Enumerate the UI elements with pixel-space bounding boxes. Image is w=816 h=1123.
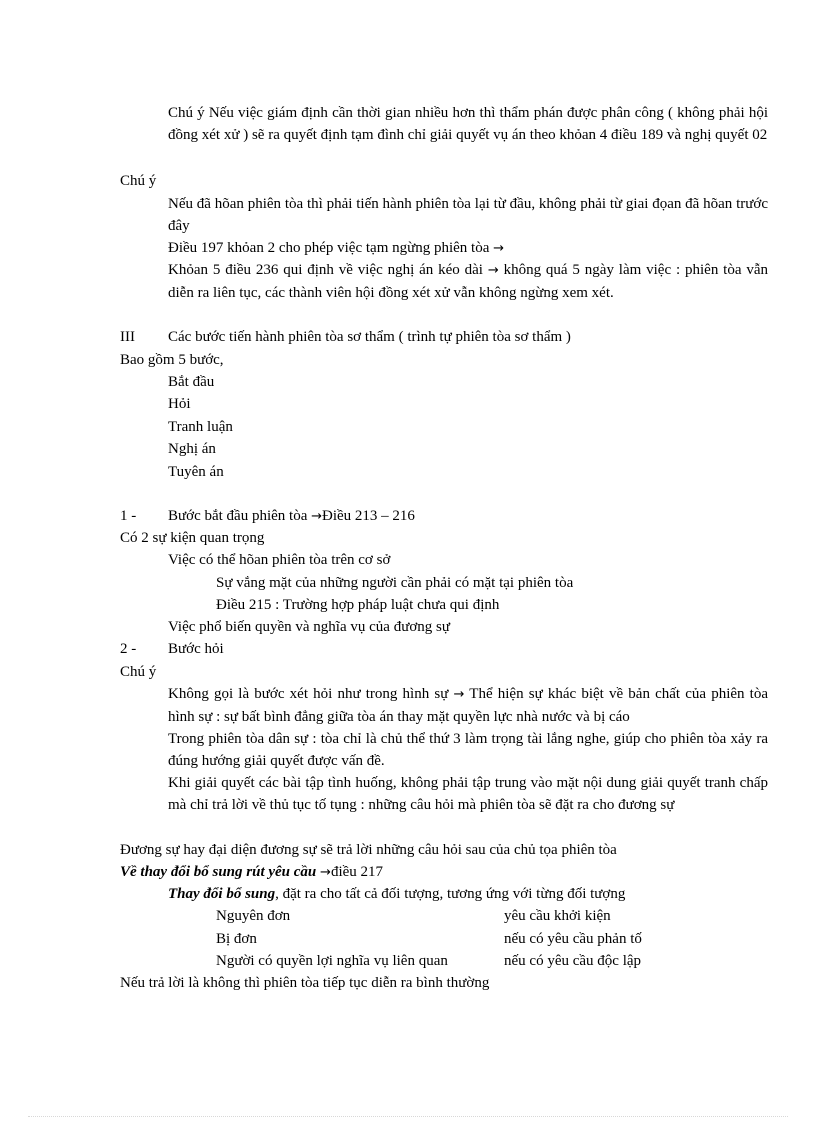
note3-paragraph-2: Trong phiên tòa dân sự : tòa chỉ là chủ thể thứ 3 làm trọng tài lắng nghe, giúp cho phiên tòa xảy ra đúng hướng giải quyết được vấn đề. <box>168 731 768 770</box>
party-name: Bị đơn <box>216 931 257 947</box>
change-ref: điều 217 <box>330 864 384 880</box>
step-1-ref: Điều 213 – 216 <box>322 508 415 524</box>
party-request: yêu cầu khởi kiện <box>504 908 611 924</box>
note2-line-1: Nếu đã hõan phiên tòa thì phải tiến hành phiên tòa lại từ đầu, không phải từ giai đọan đã hõan trước đây <box>168 196 768 235</box>
step-item: Bắt đầu <box>168 374 215 390</box>
right-arrow-icon: → <box>320 865 331 880</box>
note3-paragraph-3: Khi giải quyết các bài tập tình huống, không phải tập trung vào mặt nội dung giải quyết tranh chấp mà chỉ trả lời về thủ tục tố tụng : những câu hỏi mà phiên tòa sẽ đặt ra cho đương sự <box>168 775 768 814</box>
section-3-title: Các bước tiến hành phiên tòa sơ thẩm ( trình tự phiên tòa sơ thẩm ) <box>168 329 571 345</box>
step-1-heading <box>168 505 415 528</box>
right-arrow-icon: → <box>487 263 499 278</box>
change-sub-rest: , đặt ra cho tất cả đối tượng, tương ứng với từng đối tượng <box>275 886 626 902</box>
events-intro: Có 2 sự kiện quan trọng <box>120 530 265 546</box>
page-bottom-rule <box>28 1116 788 1117</box>
note-label-2: Chú ý <box>120 173 157 189</box>
change-sub-bold: Thay đổi bổ sung <box>168 886 276 902</box>
party-request: nếu có yêu cầu độc lập <box>504 953 642 969</box>
step-item: Tuyên án <box>168 464 224 480</box>
step-1-number: 1 - <box>120 508 137 524</box>
answer-line: Đương sự hay đại diện đương sự sẽ trả lời những câu hỏi sau của chủ tọa phiên tòa <box>120 842 617 858</box>
note2-line-2 <box>168 237 504 260</box>
steps-intro: Bao gồm 5 bước, <box>120 352 224 368</box>
step-item: Nghị án <box>168 441 216 457</box>
note3-p1-a: Không gọi là bước xét hỏi như trong hình sự <box>168 686 449 702</box>
note2-line-3-text: Khỏan 5 điều 236 qui định về việc nghị án kéo dài <box>168 262 483 278</box>
party-request: nếu có yêu cầu phản tố <box>504 931 642 947</box>
party-name: Nguyên đơn <box>216 908 291 924</box>
event-1: Việc có thể hõan phiên tòa trên cơ sở <box>168 552 391 568</box>
right-arrow-icon: → <box>453 687 465 702</box>
step-2-number: 2 - <box>120 641 137 657</box>
step-1-title: Bước bắt đầu phiên tòa <box>168 508 308 524</box>
note2-line-3-cont: không quá 5 ngày làm việc : phiên tòa vẫn diễn ra liên tục, các thành viên hội đồng xét xử vẫn không ngừng xem xét. <box>168 262 768 302</box>
right-arrow-icon: → <box>493 241 505 256</box>
note3-p1-b: Thể hiện sự khác biệt về bản chất của phiên tòa hình sự : sự bất bình đẳng giữa tòa án thay mặt quyền lực nhà nước và bị cáo <box>168 686 769 726</box>
note2-line-2-text: Điều 197 khỏan 2 cho phép việc tạm ngừng phiên tòa <box>168 240 490 256</box>
note-label-3: Chú ý <box>120 664 157 680</box>
section-3-number: III <box>120 329 135 345</box>
note3-paragraph-1 <box>168 683 768 729</box>
party-name: Người có quyền lợi nghĩa vụ liên quan <box>216 953 448 969</box>
step-item: Tranh luận <box>168 419 233 435</box>
event-2: Việc phổ biến quyền và nghĩa vụ của đương sự <box>168 619 450 635</box>
note-paragraph-1: Chú ý Nếu việc giám định cần thời gian nhiều hơn thì thẩm phán được phân công ( không phải hội đồng xét xử ) sẽ ra quyết định tạm đình chỉ giải quyết vụ án theo khỏan 4 điều 189 và nghị quyết 02 <box>168 105 768 144</box>
change-title: Về thay đổi bổ sung rút yêu cầu <box>120 864 317 880</box>
event-1-sub-2: Điều 215 : Trường hợp pháp luật chưa qui định <box>216 597 500 613</box>
event-1-sub-1: Sự vắng mặt của những người cần phải có mặt tại phiên tòa <box>216 575 574 591</box>
step-2-title: Bước hỏi <box>168 641 224 657</box>
change-sub <box>168 883 625 905</box>
change-heading <box>120 861 383 884</box>
closing-line: Nếu trả lời là không thì phiên tòa tiếp tục diễn ra bình thường <box>120 975 490 991</box>
step-item: Hỏi <box>168 396 191 412</box>
right-arrow-icon: → <box>311 509 323 524</box>
note2-line-3 <box>168 259 768 305</box>
